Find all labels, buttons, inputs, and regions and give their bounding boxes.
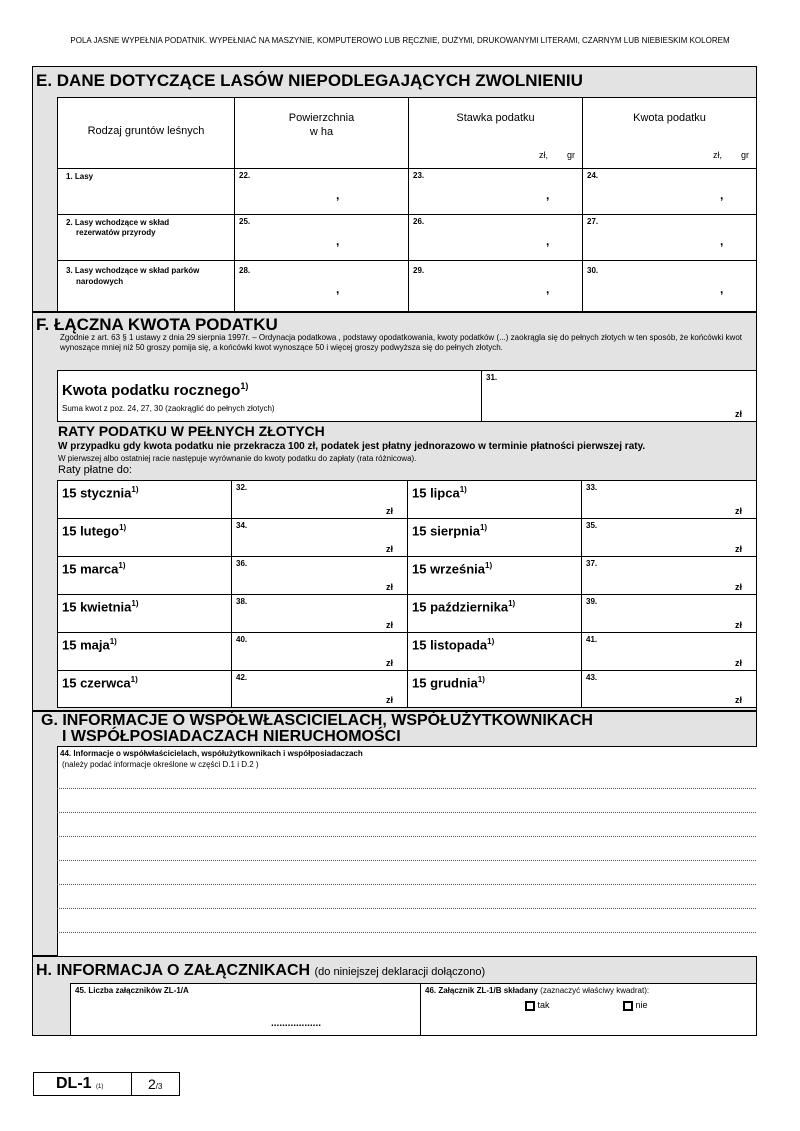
e-field-26-number: 26. [413, 217, 425, 226]
field-42-zl: zł [385, 695, 393, 705]
field-41-number: 41. [586, 635, 598, 644]
form-code-box [33, 1072, 180, 1096]
field-46-label-row [425, 986, 649, 995]
e-field-25-number: 25. [239, 217, 251, 226]
month-label-lipiec [407, 480, 582, 519]
e-field-30-number: 30. [587, 266, 599, 275]
month-sup: 1) [479, 523, 488, 532]
field-33[interactable] [582, 480, 757, 519]
e-col-area-label-2: w ha [309, 126, 334, 138]
month-label-text: 15 grudnia [412, 675, 478, 691]
e-field-27-comma: , [720, 234, 724, 248]
checkbox-no[interactable] [623, 1001, 633, 1011]
field-42-number: 42. [236, 673, 248, 682]
e-field-30-comma: , [720, 282, 724, 296]
e-col-amount [583, 97, 757, 169]
e-field-28-number: 28. [239, 266, 251, 275]
field-46-note: (zaznaczyć właściwy kwadrat): [540, 986, 650, 995]
annual-amount-label-text: Kwota podatku rocznego [62, 382, 241, 399]
month-label-listopad [407, 632, 582, 671]
e-row-3-label-text-1: 3. Lasy wchodzące w skład parków [66, 266, 200, 275]
e-field-26[interactable] [409, 215, 583, 261]
field-34-zl: zł [385, 544, 393, 554]
month-sup: 1) [118, 561, 126, 570]
field-38[interactable] [232, 594, 407, 633]
annual-amount-label [62, 381, 248, 399]
e-field-24[interactable] [583, 169, 757, 215]
field-40-number: 40. [236, 635, 248, 644]
e-amount-unit-zl: zł, [713, 150, 722, 160]
section-h-title-row [36, 962, 485, 980]
field-45-value: .................. [271, 1018, 322, 1029]
month-label-pazdziernik [407, 594, 582, 633]
month-label-grudzien [407, 670, 582, 708]
field-34-number: 34. [236, 521, 248, 530]
month-sup: 1) [508, 599, 516, 608]
field-31-number: 31. [486, 373, 498, 382]
field-38-zl: zł [385, 620, 393, 630]
section-e-title: E. DANE DOTYCZĄCE LASÓW NIEPODLEGAJĄCYCH ZWOLNIENIU [36, 71, 583, 90]
month-label-wrzesien [407, 556, 582, 595]
field-44-hint: (należy podać informacje określone w części D.1 i D.2 ) [62, 760, 259, 769]
page-current: 2 [148, 1076, 156, 1092]
month-label-text: 15 sierpnia [412, 523, 480, 539]
e-rate-unit-gr: gr [567, 150, 576, 160]
e-field-25[interactable] [235, 215, 409, 261]
option-no-label: nie [635, 1000, 648, 1010]
field-34[interactable] [232, 518, 407, 557]
e-col-type-label: Rodzaj gruntów leśnych [87, 125, 205, 137]
field-40[interactable] [232, 632, 407, 671]
e-field-27-number: 27. [587, 217, 599, 226]
field-31-zl: zł [734, 409, 742, 419]
month-label-marzec [57, 556, 232, 595]
month-sup: 1) [119, 523, 127, 532]
month-label-text: 15 października [412, 599, 509, 615]
form-version: (1) [96, 1084, 104, 1090]
field-32[interactable] [232, 480, 407, 519]
field-43-number: 43. [586, 673, 598, 682]
e-field-22-number: 22. [239, 171, 251, 180]
e-col-rate [409, 97, 583, 169]
e-field-26-comma: , [546, 234, 550, 248]
form-code-text: DL-1 [56, 1075, 92, 1092]
month-label-luty [57, 518, 232, 557]
month-label-kwiecien [57, 594, 232, 633]
e-field-29[interactable] [409, 261, 583, 312]
month-sup: 1) [459, 485, 467, 494]
field-44-line-5 [57, 884, 756, 885]
field-32-number: 32. [236, 483, 248, 492]
e-row-2-label-text-1: 2. Lasy wchodzące w skład [66, 218, 170, 227]
e-field-30[interactable] [583, 261, 757, 312]
checkbox-yes[interactable] [525, 1001, 535, 1011]
e-field-29-comma: , [546, 282, 550, 296]
raty-payable: Raty płatne do: [58, 464, 132, 476]
e-col-type [57, 97, 235, 169]
page-divider [131, 1073, 132, 1095]
month-label-text: 15 stycznia [62, 485, 132, 501]
option-yes-label: tak [537, 1000, 550, 1010]
month-sup: 1) [109, 637, 117, 646]
e-field-28[interactable] [235, 261, 409, 312]
field-44-label: 44. Informacje o współwłaścicielach, współużytkownikach i współposiadaczach [60, 749, 363, 758]
e-amount-unit-gr: gr [741, 150, 750, 160]
raty-title: RATY PODATKU W PEŁNYCH ZŁOTYCH [58, 423, 325, 439]
field-44-line-4 [57, 860, 756, 861]
page-number [148, 1076, 162, 1094]
month-label-text: 15 lipca [412, 485, 460, 501]
field-36-number: 36. [236, 559, 248, 568]
top-note: POLA JASNE WYPEŁNIA PODATNIK. WYPEŁNIAĆ NA MASZYNIE, KOMPUTEROWO LUB RĘCZNIE, DUŻYMI, DRUKOWANYMI LITERAMI, CZARNYM LUB NIEBIESKIM KOLOREM [70, 36, 730, 45]
e-col-area [235, 97, 409, 169]
month-sup: 1) [131, 485, 139, 494]
field-42[interactable] [232, 670, 407, 708]
e-row-2-label-text-2: rezerwatów przyrody [76, 228, 156, 237]
field-38-number: 38. [236, 597, 248, 606]
section-f-note: Zgodnie z art. 63 § 1 ustawy z dnia 29 sierpnia 1997r. – Ordynacja podatkowa , podstawy opodatkowania, kwoty podatków (...) zaokrągla się do pełnych złotych w ten sposób, że końcówki kwot wynoszące mniej niż 50 groszy pomija się, a końcówki kwot wynoszące 50 i więcej groszy podwyższa się do pełnych złotych. [60, 333, 742, 352]
e-field-23[interactable] [409, 169, 583, 215]
field-39[interactable] [582, 594, 757, 633]
page-total: /3 [155, 1082, 163, 1091]
month-sup: 1) [485, 561, 493, 570]
raty-note: W pierwszej albo ostatniej racie następuje wyrównanie do kwoty podatku do zapłaty (rata różnicowa). [58, 454, 417, 463]
month-label-text: 15 lutego [62, 523, 120, 539]
e-field-22[interactable] [235, 169, 409, 215]
e-rate-unit-zl: zł, [539, 150, 548, 160]
e-row-3-label [57, 261, 235, 312]
month-sup: 1) [487, 637, 495, 646]
field-44-line-3 [57, 836, 756, 837]
field-41[interactable] [582, 632, 757, 671]
field-36[interactable] [232, 556, 407, 595]
field-35[interactable] [582, 518, 757, 557]
field-40-zl: zł [385, 658, 393, 668]
e-field-24-comma: , [720, 188, 724, 202]
month-label-text: 15 marca [62, 561, 119, 577]
field-37-number: 37. [586, 559, 598, 568]
e-row-3-label-text-2: narodowych [76, 277, 124, 286]
month-sup: 1) [130, 675, 138, 684]
e-col-amount-label: Kwota podatku [633, 112, 706, 124]
field-35-zl: zł [734, 544, 742, 554]
field-44-line-6 [57, 908, 756, 909]
e-row-1-label [57, 169, 235, 215]
section-g-title-1: G. INFORMACJE O WSPÓŁWŁASCICIELACH, WSPÓŁUŻYTKOWNIKACH [41, 712, 593, 729]
e-field-27[interactable] [583, 215, 757, 261]
e-field-28-comma: , [336, 282, 340, 296]
e-field-23-number: 23. [413, 171, 425, 180]
month-sup: 1) [477, 675, 485, 684]
annual-amount-sup: 1) [240, 381, 249, 391]
field-39-number: 39. [586, 597, 598, 606]
e-col-area-label-1: Powierzchnia [288, 112, 355, 124]
field-39-zl: zł [734, 620, 742, 630]
month-label-text: 15 maja [62, 637, 110, 653]
e-field-29-number: 29. [413, 266, 425, 275]
field-46-label: 46. Załącznik ZL-1/B składany [425, 986, 538, 995]
e-field-22-comma: , [336, 188, 340, 202]
month-label-text: 15 kwietnia [62, 599, 132, 615]
annual-amount-sub: Suma kwot z poz. 24, 27, 30 (zaokrąglić do pełnych złotych) [62, 404, 275, 413]
section-g-title-2: I WSPÓŁPOSIADACZACH NIERUCHOMOŚCI [62, 728, 401, 745]
installments [57, 480, 757, 708]
month-sup: 1) [131, 599, 139, 608]
form-code [56, 1075, 103, 1093]
month-label-text: 15 listopada [412, 637, 488, 653]
field-41-zl: zł [734, 658, 742, 668]
month-label-styczen [57, 480, 232, 519]
field-44-line-1 [57, 788, 756, 789]
month-label-text: 15 września [412, 561, 485, 577]
month-label-sierpien [407, 518, 582, 557]
field-45-label: 45. Liczba załączników ZL-1/A [75, 986, 189, 995]
option-yes[interactable] [525, 1000, 550, 1011]
field-32-zl: zł [385, 506, 393, 516]
field-45[interactable] [70, 983, 421, 1036]
field-44-line-7 [57, 932, 756, 933]
e-field-24-number: 24. [587, 171, 599, 180]
option-no[interactable] [623, 1000, 648, 1011]
e-col-rate-label: Stawka podatku [456, 112, 535, 124]
section-h-title-note: (do niniejszej deklaracji dołączono) [314, 966, 486, 978]
field-33-zl: zł [734, 506, 742, 516]
field-43[interactable] [582, 670, 757, 708]
month-label-text: 15 czerwca [62, 675, 131, 691]
month-label-czerwiec [57, 670, 232, 708]
e-row-2-label [57, 215, 235, 261]
section-h-title: H. INFORMACJA O ZAŁĄCZNIKACH [36, 962, 311, 979]
month-label-maj [57, 632, 232, 671]
field-44[interactable] [57, 746, 757, 956]
field-37[interactable] [582, 556, 757, 595]
field-44-line-2 [57, 812, 756, 813]
annual-amount-label-box [57, 370, 482, 422]
field-37-zl: zł [734, 582, 742, 592]
e-field-25-comma: , [336, 234, 340, 248]
field-31[interactable] [482, 370, 757, 422]
field-36-zl: zł [385, 582, 393, 592]
e-field-23-comma: , [546, 188, 550, 202]
field-33-number: 33. [586, 483, 598, 492]
e-row-1-label-text: 1. Lasy [66, 172, 94, 181]
field-35-number: 35. [586, 521, 598, 530]
section-f-title: F. ŁĄCZNA KWOTA PODATKU [36, 315, 278, 334]
field-46 [420, 983, 757, 1036]
field-43-zl: zł [734, 695, 742, 705]
raty-bold-note: W przypadku gdy kwota podatku nie przekracza 100 zł, podatek jest płatny jednorazowo w terminie płatności pierwszej raty. [58, 441, 646, 452]
